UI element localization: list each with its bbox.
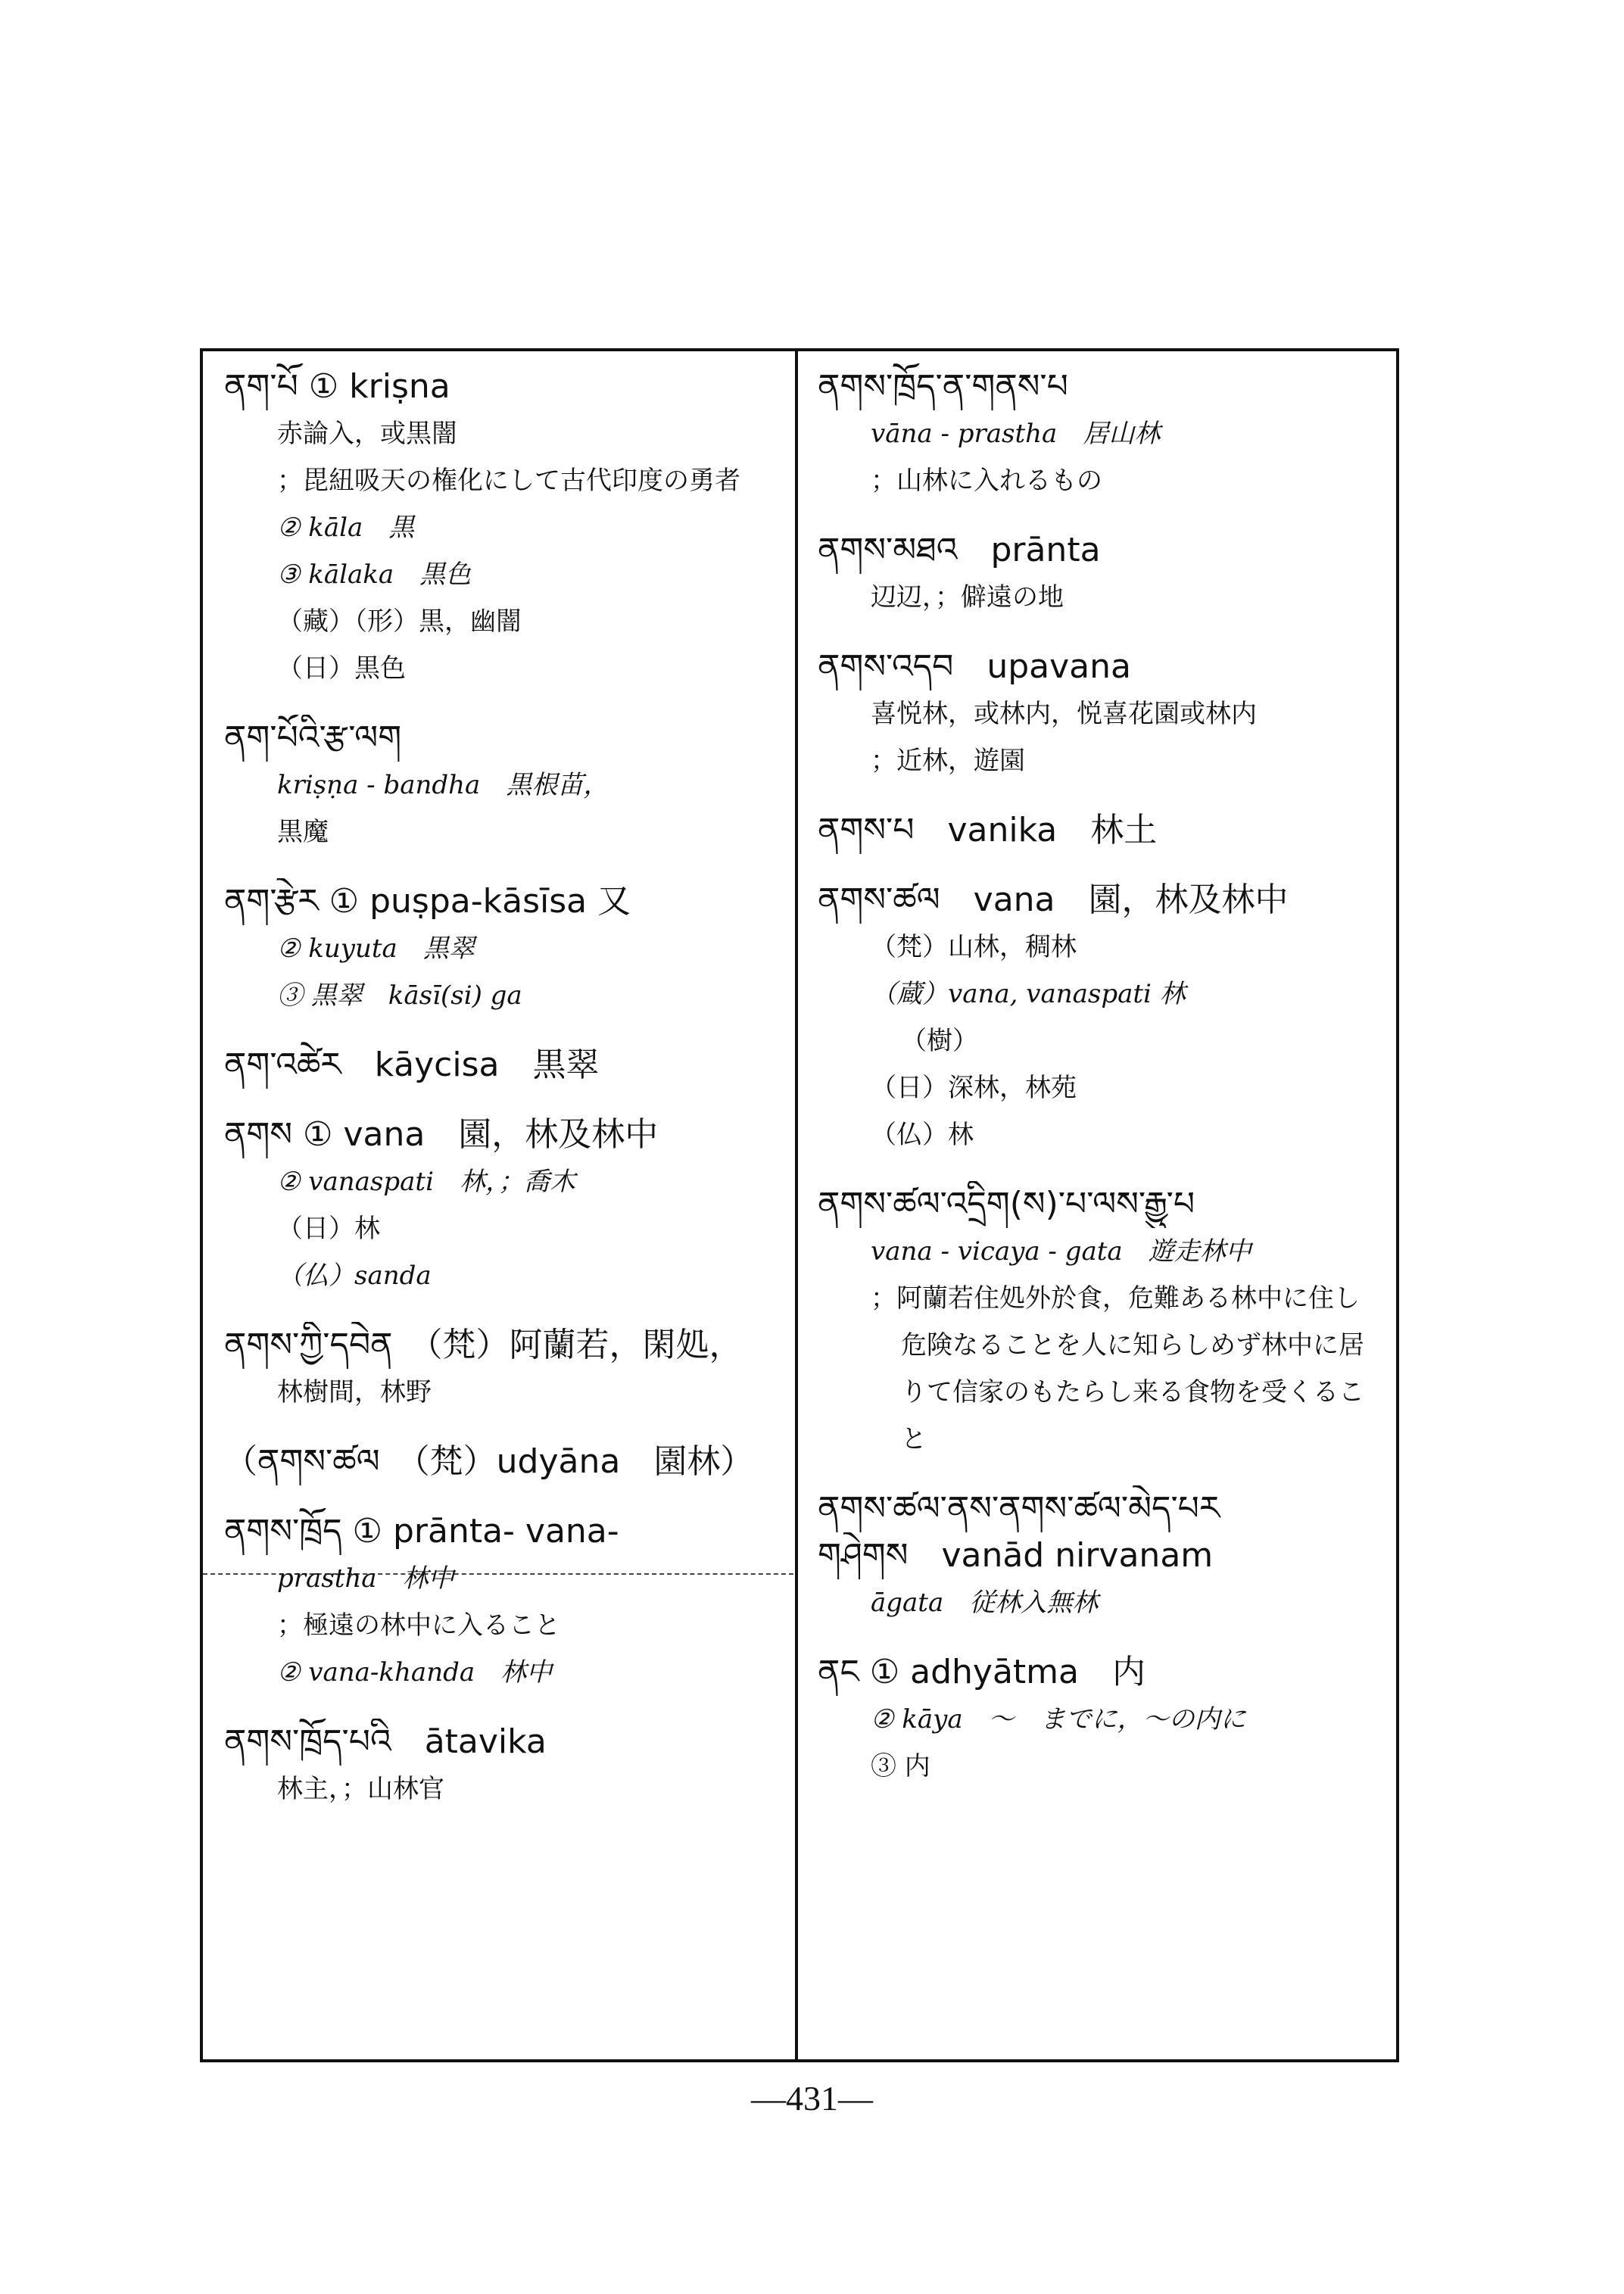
entry-line: （日）深林，林苑 — [871, 1073, 1077, 1103]
entry-head: ནགས་ཀྱི་དབེན （梵）阿蘭若，閑処， — [224, 1326, 743, 1364]
entry-line: りて信家のもたらし来る食物を受くるこ — [901, 1377, 1364, 1407]
entry — [224, 1322, 777, 1416]
entry-head: ནགས ① vana 園，林及林中 — [224, 1115, 659, 1154]
entry-line: （梵）山林，稠林 — [871, 932, 1077, 962]
entry-head: ནགས་མཐའ prānta — [818, 531, 1101, 569]
entry-line: ② vana-khanda 林中 — [277, 1657, 553, 1688]
entry-line: （日）黒色 — [277, 653, 406, 684]
entry-line: 赤論入，或黒闇 — [277, 419, 457, 449]
entry-line: prastha 林中 — [277, 1563, 454, 1594]
entry-head: ནགས་འདབ upavana — [818, 647, 1131, 686]
entry-line: ③ 黒翠 kāsī(si) ga — [277, 980, 522, 1011]
entry-line: vana - vicaya - gata 遊走林中 — [871, 1236, 1252, 1267]
entry-line: āgata 従林入無林 — [871, 1588, 1099, 1618]
entry-line: （仏）sanda — [277, 1261, 432, 1291]
entry — [818, 1181, 1386, 1463]
page-number: —431— — [751, 2079, 873, 2118]
entry — [224, 878, 777, 1019]
entry — [224, 1111, 777, 1299]
entry — [818, 527, 1386, 621]
entry-line: ② kuyuta 黒翠 — [277, 933, 475, 964]
entry — [818, 807, 1386, 854]
column-divider — [795, 348, 798, 2062]
entry-line: 林樹間，林野 — [277, 1377, 432, 1407]
entry — [818, 877, 1386, 1158]
entry-line: （樹） — [901, 1026, 978, 1056]
entry-line: ② kāya 〜 までに，〜の内に — [871, 1704, 1246, 1735]
entry-line: （仏）林 — [871, 1120, 974, 1150]
entry-line: vāna - prastha 居山林 — [871, 419, 1161, 449]
entry-line: 危険なることを人に知らしめず林中に居 — [901, 1330, 1364, 1361]
entry-line: ；毘紐吸天の権化にして古代印度の勇者 — [277, 466, 740, 496]
entry-head: ནགས་ཚལ vana 園，林及林中 — [818, 881, 1289, 919]
entry-head: ནགས་པ vanika 林土 — [818, 811, 1158, 849]
entry — [224, 363, 777, 692]
entry-head: ནགས་ཁྲོད་པའི ātavika — [224, 1722, 547, 1761]
entry-head: ནག་རྩེར ① puṣpa-kāsīsa 又 — [224, 882, 631, 921]
entry-head: གཤེགས vanād nirvanam — [818, 1536, 1214, 1575]
entry — [224, 715, 777, 856]
entry-line: kriṣṇa - bandha 黒根苗， — [277, 770, 609, 800]
entry-head: ནག་པོ ① kriṣna — [224, 367, 450, 406]
entry-line: （藏）（形）黒，幽闇 — [277, 606, 522, 637]
entry-head: ནང ① adhyātma 内 — [818, 1653, 1146, 1691]
entry — [224, 1719, 777, 1812]
entry-line: ② vanaspati 林，；喬木 — [277, 1167, 575, 1197]
entry-head: ནགས་ཚལ་ནས་ནགས་ཚལ་མེད་པར — [818, 1489, 1220, 1528]
entry — [224, 1438, 777, 1485]
entry-line: ；山林に入れるもの — [871, 466, 1102, 496]
entry — [818, 644, 1386, 784]
entry-line: 辺辺，；僻遠の地 — [871, 582, 1064, 612]
entry-head: ནག་འཚེར kāycisa 黒翠 — [224, 1046, 600, 1084]
entry-head: ནགས་ཁྲོད ① prānta- vana- — [224, 1512, 619, 1551]
left-column — [224, 363, 777, 1835]
entry-head: ནགས་ཁྲོད་ན་གནས་པ — [818, 367, 1068, 406]
entry — [818, 1649, 1386, 1790]
entry — [818, 1485, 1386, 1626]
entry-head: ནགས་ཚལ་འདྲིག(ས)་པ་ལས་རྒྱུ་པ — [818, 1185, 1195, 1223]
entry-line: ；近林，遊園 — [871, 746, 1025, 776]
entry-line: 林主，；山林官 — [277, 1774, 444, 1804]
right-column — [818, 363, 1386, 1812]
entry-line: と — [901, 1424, 927, 1454]
entry-head: （ནགས་ཚལ （梵）udyāna 園林） — [224, 1442, 754, 1481]
entry-line: ；極遠の林中に入ること — [277, 1610, 560, 1641]
entry-line: 喜悦林，或林内，悦喜花園或林内 — [871, 699, 1257, 729]
entry-line: ③ 内 — [871, 1751, 930, 1781]
entry-line: ③ kālaka 黒色 — [277, 559, 472, 590]
entry — [224, 1508, 777, 1696]
entry-line: （蔵）vana, vanaspati 林 — [871, 979, 1186, 1009]
entry — [224, 1042, 777, 1089]
entry-head: ནག་པོའི་རྩ་ལག — [224, 718, 402, 757]
entry-line: ；阿蘭若住処外於食，危難ある林中に住し — [871, 1283, 1360, 1314]
entry-line: ② kāla 黒 — [277, 513, 415, 543]
entry-line: 黒魔 — [277, 817, 329, 847]
entry-line: （日）林 — [277, 1214, 380, 1244]
entry — [818, 363, 1386, 504]
